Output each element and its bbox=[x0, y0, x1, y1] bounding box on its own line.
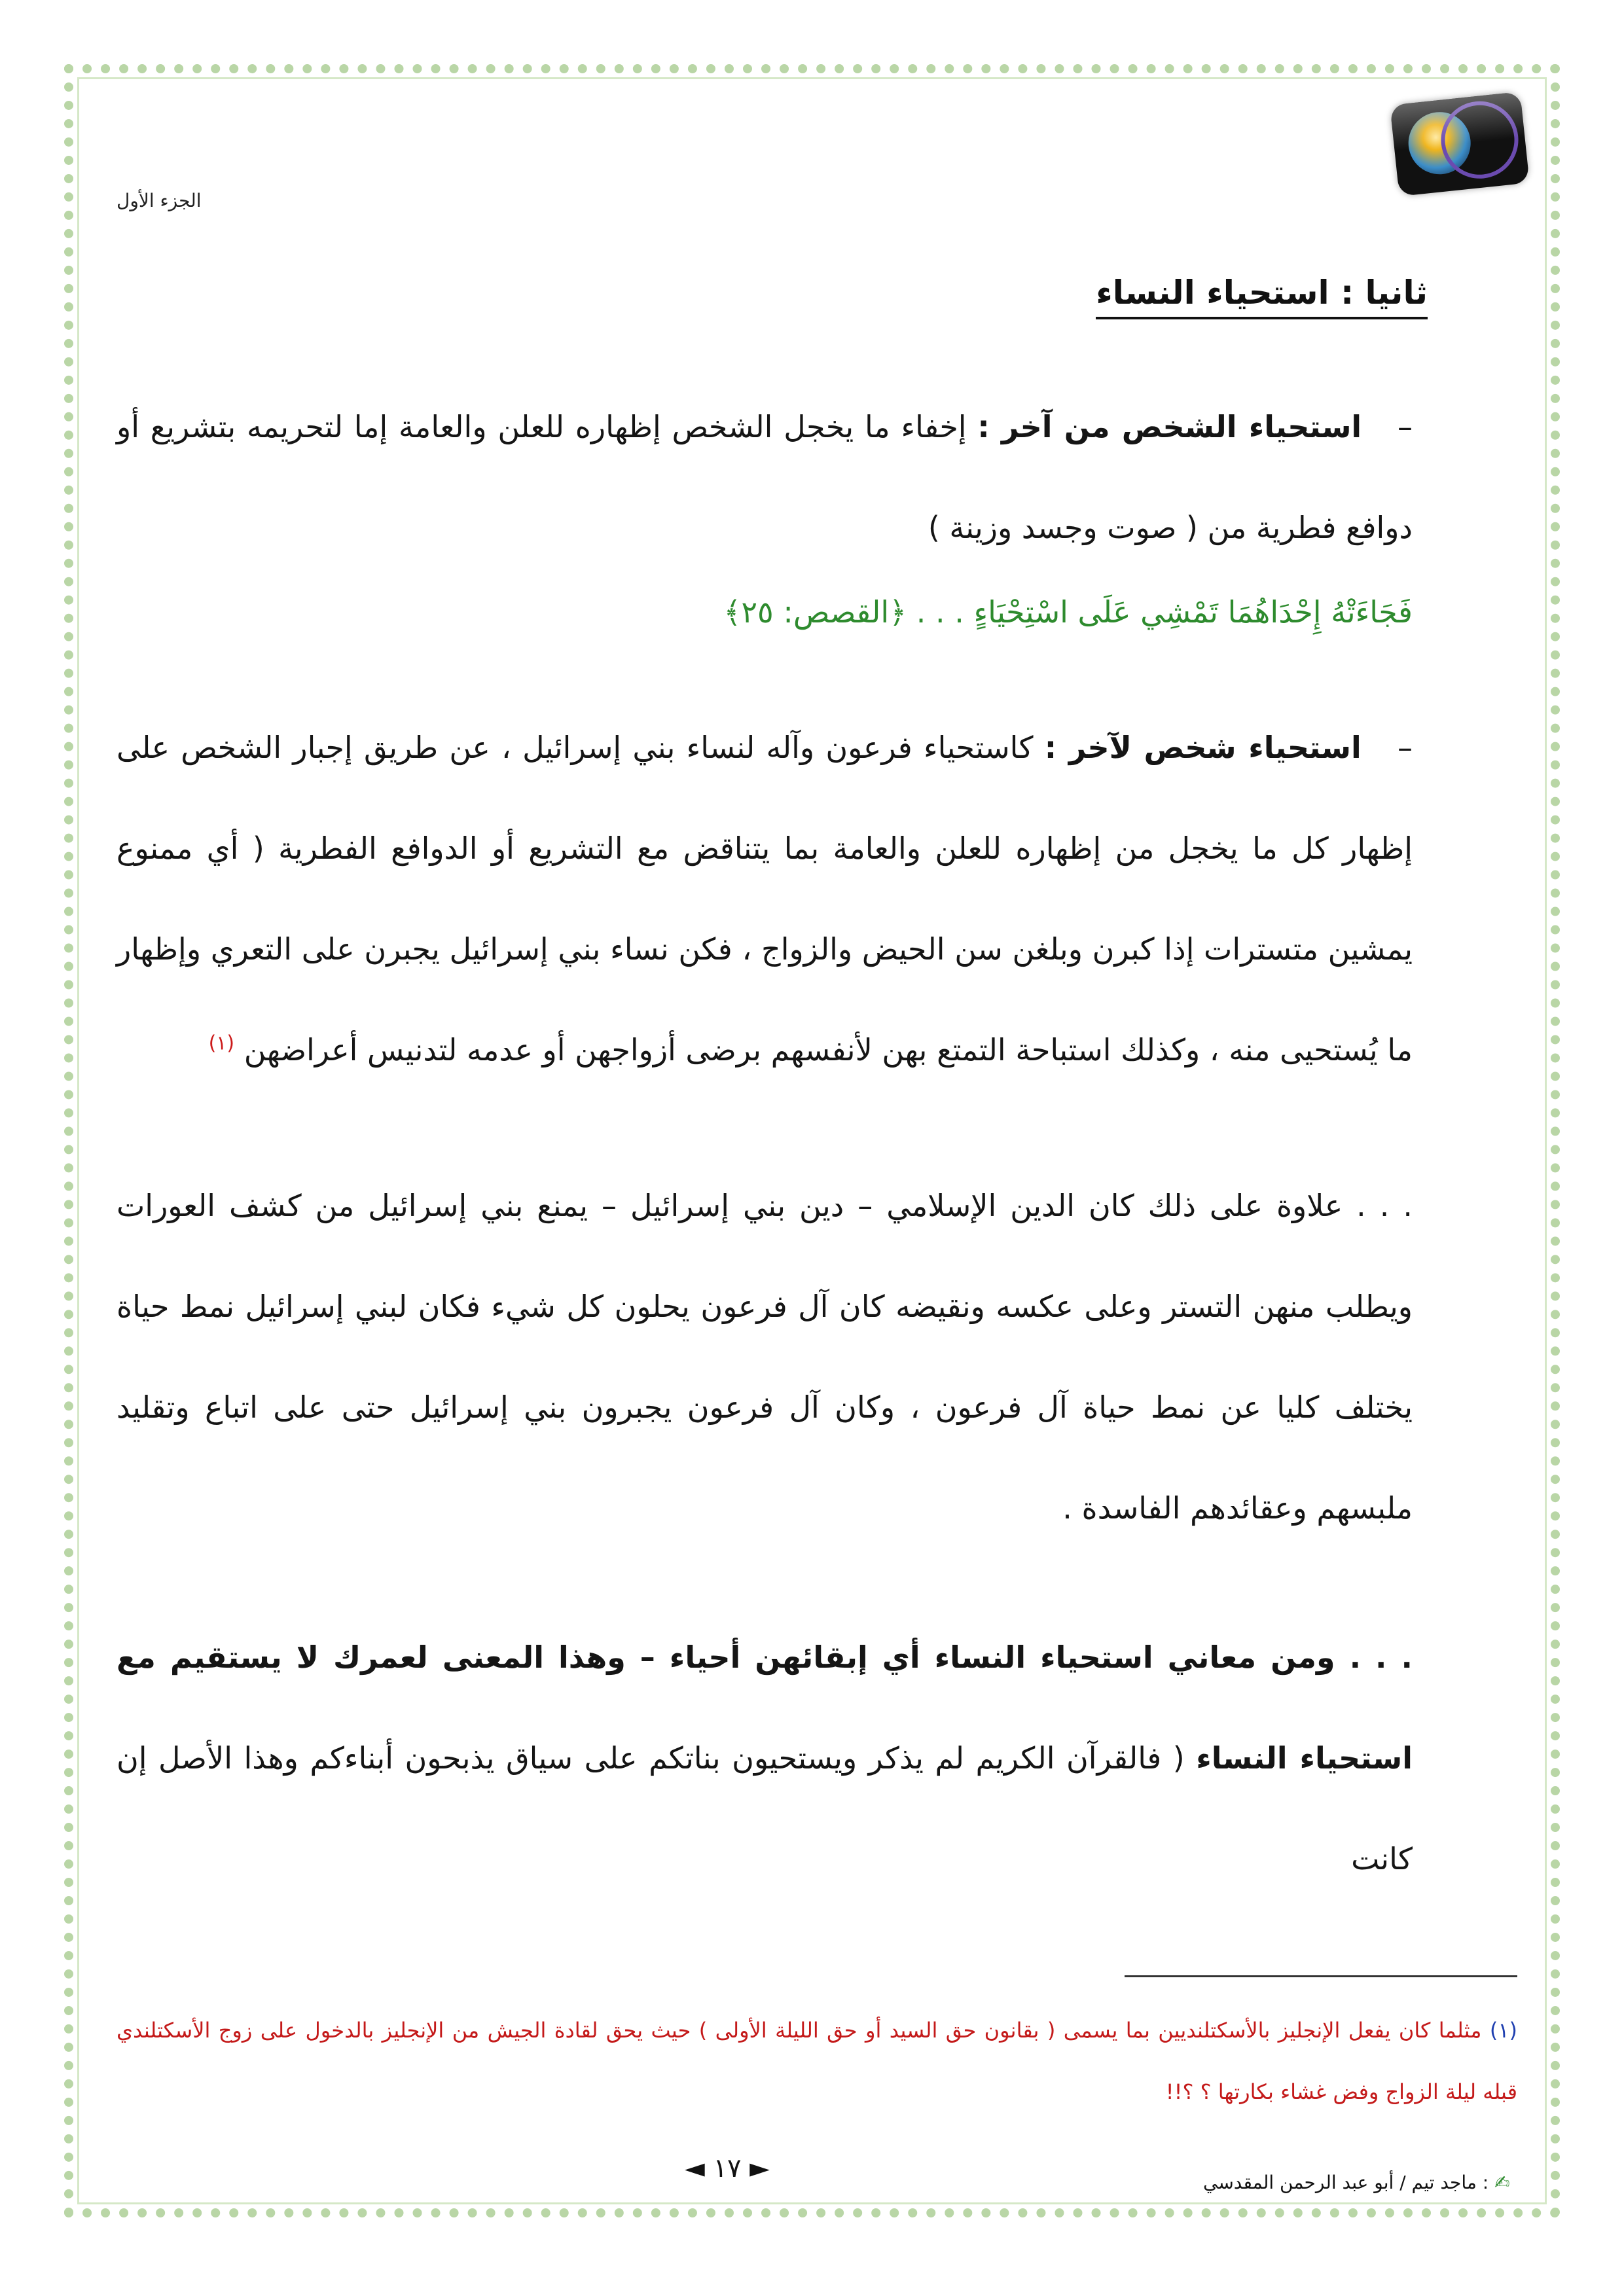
part-label: الجزء الأول bbox=[117, 190, 202, 211]
footnote-divider bbox=[1125, 1975, 1517, 1977]
author-credit bbox=[1203, 2172, 1510, 2193]
footnote-number: (١) bbox=[1489, 2018, 1518, 2043]
paragraph-2 bbox=[117, 697, 1413, 1100]
footnote bbox=[117, 2000, 1517, 2123]
paragraph-1-text: إخفاء ما يخجل الشخص إظهاره للعلن والعامة إما لتحريمه بتشريع أو دوافع فطرية من ( صوت وجسد وزينة ) bbox=[117, 409, 1413, 545]
paragraph-1-term: استحياء الشخص من آخر : bbox=[977, 409, 1362, 444]
paragraph-4 bbox=[117, 1607, 1413, 1909]
footnote-text: مثلما كان يفعل الإنجليز بالأسكتلنديين بما يسمى ( بقانون حق السيد أو حق الليلة الأولى ) حيث يحق لقادة الجيش من الإنجليز بالدخول على زوج الأسكتلندي قبله ليلة الزواج وفض غشاء بكارتها ؟ ؟!! bbox=[117, 2018, 1517, 2104]
footnote-reference[interactable]: (١) bbox=[208, 1031, 235, 1055]
quran-verse: فَجَاءَتْهُ إِحْدَاهُمَا تَمْشِي عَلَى اسْتِحْيَاءٍ . . . ﴿القصص: ٢٥﴾ bbox=[723, 594, 1413, 630]
section-heading: ثانيا : استحياء النساء bbox=[1096, 274, 1428, 319]
list-dash: – bbox=[1398, 730, 1413, 765]
paragraph-4-bold: . . . ومن معاني استحياء النساء أي إبقائهن أحياء – وهذا المعنى لعمرك لا يستقيم مع استحياء النساء bbox=[117, 1640, 1413, 1776]
paragraph-4-text: ( فالقرآن الكريم لم يذكر ويستحيون بناتكم على سياق يذبحون أبناءكم وهذا الأصل إن كانت bbox=[117, 1740, 1413, 1876]
paragraph-2-term: استحياء شخص لآخر : bbox=[1044, 730, 1362, 765]
quill-icon: ✍ bbox=[1494, 2172, 1510, 2193]
author-name: : ماجد تيم / أبو عبد الرحمن المقدسي bbox=[1203, 2172, 1489, 2193]
paragraph-3: . . . علاوة على ذلك كان الدين الإسلامي – دين بني إسرائيل – يمنع بني إسرائيل من كشف العورات ويطلب منهن التستر وعلى عكسه ونقيضه كان آل فرعون يحلون كل شيء فكان لبني إسرائيل نمط حياة يختلف كليا عن نمط حياة آل فرعون ، وكان آل فرعون يجبرون بني إسرائيل حتى على اتباع وتقليد ملبسهم وعقائدهم الفاسدة . bbox=[117, 1188, 1413, 1526]
paragraph-1 bbox=[117, 376, 1413, 578]
list-dash: – bbox=[1398, 409, 1413, 444]
logo-image bbox=[1390, 92, 1530, 196]
paragraph-2-text: كاستحياء فرعون وآله لنساء بني إسرائيل ، عن طريق إجبار الشخص على إظهار كل ما يخجل من إظهاره للعلن والعامة بما يتناقض مع التشريع أو الدوافع الفطرية ( أي ممنوع يمشين متسترات إذا كبرن وبلغن سن الحيض والزواج ، فكن نساء بني إسرائيل يجبرن على التعري وإظهار ما يُستحيى منه ، وكذلك استباحة التمتع بهن لأنفسهم برضى أزواجهن أو عدمه لتدنيس أعراضهن bbox=[117, 730, 1413, 1067]
page-number: ◄ ١٧ ► bbox=[685, 2153, 770, 2183]
